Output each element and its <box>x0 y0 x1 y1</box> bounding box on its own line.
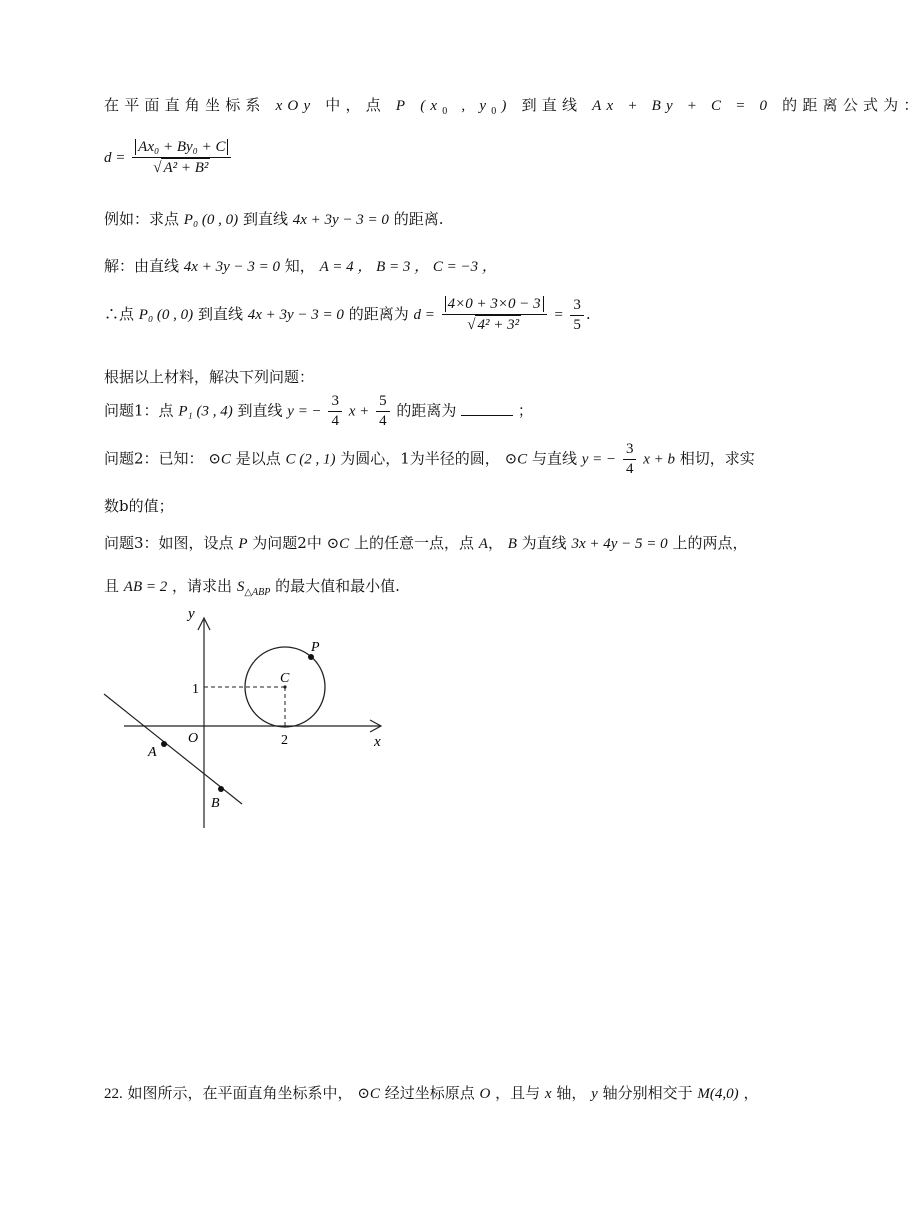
question-2-cont: 数b的值； <box>104 497 174 515</box>
instruction-line: 根据以上材料，解决下列问题： <box>104 368 315 386</box>
therefore-line: ∴点 P₀ (0 , 0) 到直线 4x + 3y − 3 = 0 的距离为 d = $\frac{4\times 0 + 3\times 0 - 3}{\text{√ 4² + 3²}}$ = $\frac{3}{5}$ . <box>104 296 591 333</box>
formula-numerator: Ax₀ + By₀ + C <box>135 139 228 155</box>
tick-1-label: 1 <box>192 682 199 697</box>
point-p-label: P <box>311 640 320 655</box>
point-c-label: C <box>280 671 290 686</box>
example-denominator: 4² + 3² <box>477 317 520 333</box>
distance-formula: d = $\frac{\text{Ax₀ + By₀ + C}}{\text{√ A² + B²}}$ <box>104 138 233 178</box>
xoy-label: xOy <box>275 98 316 114</box>
question-22: 22. 如图所示，在平面直角坐标系中， ⊙C 经过坐标原点 O ，且与 x 轴， y 轴分别相交于 M(4,0) ， <box>104 1084 759 1102</box>
example-result: $\frac{3}{5}$ <box>570 296 584 335</box>
tick-2-label: 2 <box>281 733 288 748</box>
example-line: 例如：求点 P₀ (0 , 0) 到直线 4x + 3y − 3 = 0 的距离. <box>104 210 444 228</box>
question-2: 问题2：已知： ⊙C 是以点 C (2 , 1) 为圆心，1为半径的圆， ⊙C 与直线 y = − $\frac{3}{4}$ x + b 相切，求实 <box>104 441 755 477</box>
coordinate-figure <box>98 600 398 830</box>
point-a <box>161 741 167 747</box>
point-a-label: A <box>148 745 157 760</box>
x-axis-label: x <box>374 734 381 750</box>
answer-blank[interactable] <box>461 401 513 416</box>
point-b <box>218 786 224 792</box>
origin-label: O <box>188 731 199 746</box>
point-b-label: B <box>211 796 220 811</box>
solution-line: 解：由直线 4x + 3y − 3 = 0 知， A = 4 ， B = 3 ， C = −3 ， <box>104 257 497 275</box>
intro-line: 在平面直角坐标系 xOy 中，点 P ($x_0$ , $y_0$) 到直线 Ax + By + C = 0 的距离公式为： <box>104 96 924 117</box>
question-3-cont: 且 AB = 2 ，请求出 $S_{\triangle ABP}$ 的最大值和最小值. <box>104 577 400 598</box>
question-3: 问题3：如图，设点 P 为问题2中 ⊙C 上的任意一点，点 A， B 为直线 3x + 4y − 5 = 0 上的两点， <box>104 534 748 552</box>
general-line-equation: Ax + By + C = 0 <box>592 98 773 114</box>
example-numerator: 4×0 + 3×0 − 3 <box>445 296 544 312</box>
question-1: 问题1：点 P₁ (3 , 4) 到直线 y = − $\frac{3}{4}$ x + $\frac{5}{4}$ 的距离为 ； <box>104 393 533 429</box>
formula-denominator: A² + B² <box>163 160 209 176</box>
y-axis-label: y <box>188 606 195 622</box>
